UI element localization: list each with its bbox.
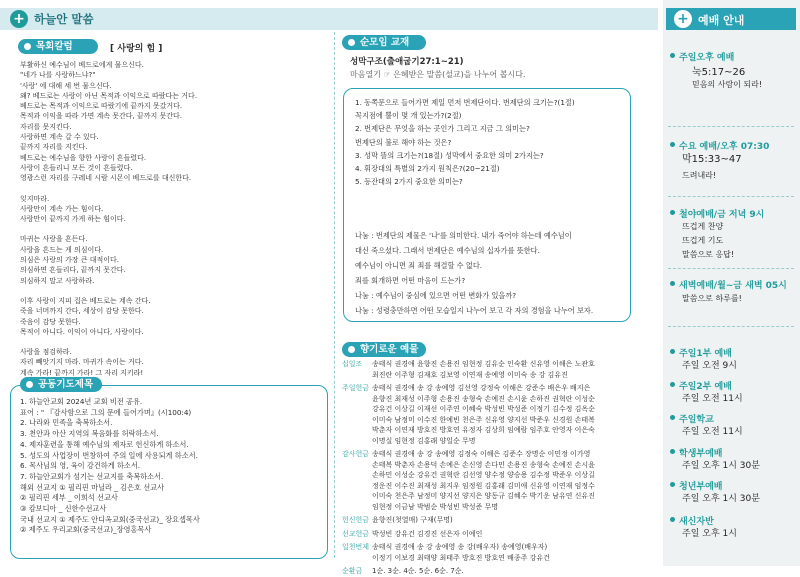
- offering-row: 순환금 1순. 3순. 4순. 5순. 6순. 7순.: [342, 567, 464, 575]
- offering-row: 감사헌금 송태식 권경애 송 강 송예영 김정숙 이해은 김준수 장명순 이민정 이가영 손태복 박춘자 손용덕 손예은 손신영 손다민 손용진 송형숙 손예진 손시윤 손하민 이성순 강유건 권혁란 김선영 양수정 양승용 김수정 박준우 이상길 정운진 이수진 최재성 최지우 임정원 김홍래 김미애 신유영 이연재 임정수 이미숙 천은주 남정미 양지선 양지은 양동규 김혜수 박기운 남유연 신유진 임현정 이금남 박범순 박성빈 박성준 무명: [342, 450, 595, 511]
- service-block: 학생부예배 주일 오후 1시 30분: [670, 446, 796, 473]
- bullet-icon: [348, 346, 355, 353]
- offering-row: 일천번제 송태식 권경애 송 강 송예영 송 강(배우자) 송예영(배우자) 이정기 이보경 최태양 최태주 방호진 방호연 배종주 강유건: [342, 543, 550, 562]
- service-block: 새신자반 주일 오후 1시: [670, 514, 796, 541]
- service-block: 청년부예배 주일 오후 1시 30분: [670, 479, 796, 506]
- divider: [668, 326, 794, 327]
- services-header: + 예배 안내: [666, 8, 796, 30]
- service-block: 수요 예배/오후 07:30 막15:33~47 드려내라!: [670, 139, 796, 184]
- divider: [668, 268, 794, 269]
- header-bar: [0, 8, 658, 30]
- bullet-icon: [24, 43, 31, 50]
- cell-subtitle: 마음열기 ☞ 은혜받은 말씀(설교)을 나누어 봅시다.: [350, 70, 526, 79]
- sermon-title: [ 사랑의 힘 ]: [110, 44, 163, 54]
- column-divider: [334, 32, 335, 558]
- sermon-label: 목회칼럼: [18, 39, 98, 54]
- header-title: 하늘안 말씀: [34, 12, 94, 26]
- bullet-icon: [348, 39, 355, 46]
- prayer-label: 공동기도제목: [20, 377, 102, 392]
- offering-row: 주일헌금 송태식 권경애 송 강 송예영 김선영 강정숙 이해은 강준수 배은우 배지은 윤향진 최재성 이주형 손용진 송형숙 손예진 손시윤 손하진 권혁란 이성순 강유건 이상길 이재선 이주연 이혜숙 박성빈 박성준 이정기 김수정 김옥순 이미숙 남정미 이수진 한예빈 천은주 신유영 양지선 박준우 신경원 손태복 박춘자 이연재 방호진 방호연 유정자 김상희 임예람 임주호 안영자 이은숙 이명실 임현정 김홍래 양일순 무명: [342, 384, 595, 445]
- cell-title: 성막구조(출애굽기27:1~21): [350, 57, 464, 67]
- sermon-body: 부활하신 예수님이 베드로에게 물으신다. "네가 나를 사랑하느냐?" '사랑' 에 대해 세 번 물으신다. 왜? 베드로는 사랑이 아닌 목적과 이익으로 따랐다는 거다. 베드로는 목적과 이익으로 따랐기에 끝까지 못갔거다. 목적과 이익을 따라 가면 계속 못간다, 끝까지 못간다. 자리를 못지킨다. 사랑하면 계속 갈 수 있다. 끝까지 자리를 지킨다. 베드로는 예수님을 향한 사랑이 흔들렸다. 사랑이 흔들리니 모든 것이 흔들렸다. 영광스런 자리를 구레네 시람 시몬이 베드로를 대신한다. 잊지마라. 사랑만이 계속 가는 힘이다. 사랑만이 끝까지 가게 하는 힘이다. 마귀는 사랑을 흔든다. 사랑을 흔드는 게 의심이다. 의심은 사랑의 가장 큰 대적이다. 의심하면 흔들리다, 끝까지 못간다. 의심하지 말고 사랑하라. 이후 사랑이 지피 집은 베드로는 계속 간다. 죽을 너머까지 간다, 세상이 감당 못한다. 죽음이 감당 못한다. 목적이 아니다. 이익이 아니다, 사랑이다. 사랑을 점검하라. 자리 빼앗기지 마라. 마귀가 속이는 거다. 계속 가라! 끝까지 가라! 그 자리 지키라!: [20, 61, 198, 377]
- service-block: 주일학교 주일 오전 11시: [670, 412, 796, 439]
- service-block: 철야예배/금 저녁 9시 뜨겁게 찬양 뜨겁게 기도 말씀으로 응답!: [670, 207, 796, 262]
- offering-row: 선교헌금 박성빈 강유건 김경진 선은자 이예인: [342, 529, 483, 538]
- offering-row: 헌신헌금 윤향진(첫열매) 구재(무명): [342, 516, 453, 524]
- bullet-icon: [26, 381, 33, 388]
- cell-label: 순모임 교재: [342, 35, 426, 50]
- prayer-list: 1. 하늘안교회 2024년 교회 비전 공유. 표어 : " 『감사함으로 그의 문에 들어가며』(시100:4) 2. 나라와 민족을 축복하소서. 3. 천안과 아산 지역의 복음화를 허락하소서. 4. 제자훈련을 통해 예수님의 제자로 헌신하게 하소서. 5. 성도의 사업장이 번창하여 주의 일에 사용되게 하소서. 6. 목사님의 영, 육이 강건하게 하소서. 7. 하늘안교회가 섬기는 선교지를 축복하소서. 해외 선교지 ① 필리핀 마닐라 _ 김은호 선교사 ② 필리핀 세부 _ 이희석 선교사 ③ 캄보디아 _ 신한수선교사 국내 선교지 ① 제주도 안디옥교회(중국선교)_ 장요셉목사 ② 제주도 우리교회(중국선교)_장영홍목사: [20, 397, 200, 535]
- plus-icon: +: [674, 10, 692, 28]
- offering-row: 십일조 송태식 권경애 윤향진 손용진 임현정 김유순 인숙환 신유영 이해은 노관호 최진란 이주형 김재호 김보영 이연재 송예영 이미숙 송 강 김유진: [342, 360, 595, 379]
- service-block: 새벽예배/월~금 새벽 05시 말씀으로 하루를!: [670, 278, 796, 307]
- service-block: 주일2부 예배 주일 오전 11시: [670, 379, 796, 406]
- plus-icon: +: [10, 10, 28, 28]
- service-block: 주일오후 예배 눅5:17~26 믿음의 사람이 되라!: [670, 50, 796, 92]
- share-list: 나눔 : 번제단의 제물은 '나'를 의미한다. 내가 죽어야 하는데 예수님이 대신 죽으셨다. 그래서 번제단은 예수님의 십자가를 뜻한다. 예수님이 아니면 죄 죄를 해결할 수 없다. 죄를 회개하면 어떤 마음이 드는가? 나눔 : 예수님이 중심에 있으면 어떤 변화가 있을까? 나눔 : 성령충만하면 어떤 모습일지 나누어 보고 각 자의 경험을 나누어 보자.: [355, 231, 594, 315]
- offering-label: 향기로운 예물: [342, 342, 426, 357]
- service-block: 주일1부 예배 주일 오전 9시: [670, 346, 796, 373]
- divider: [668, 196, 794, 197]
- question-list: 1. 동쪽문으로 들어가면 제일 먼저 번제단이다. 번제단의 크기는?(1절) 꼭지점에 뿔이 몇 개 있는가?(2절) 2. 번제단은 무엇을 하는 곳인가 그리고 지금 그 의미는? 번제단의 불로 해야 하는 것은? 3. 성막 뜰의 크기는?(18절) 성막에서 중요한 의미 2가지는? 4. 휘장대의 특별의 2가지 원칙은?(20~21절) 5. 등잔대의 2가지 중요한 의미는?: [355, 98, 575, 187]
- divider: [668, 126, 794, 127]
- offering-list: [342, 359, 642, 577]
